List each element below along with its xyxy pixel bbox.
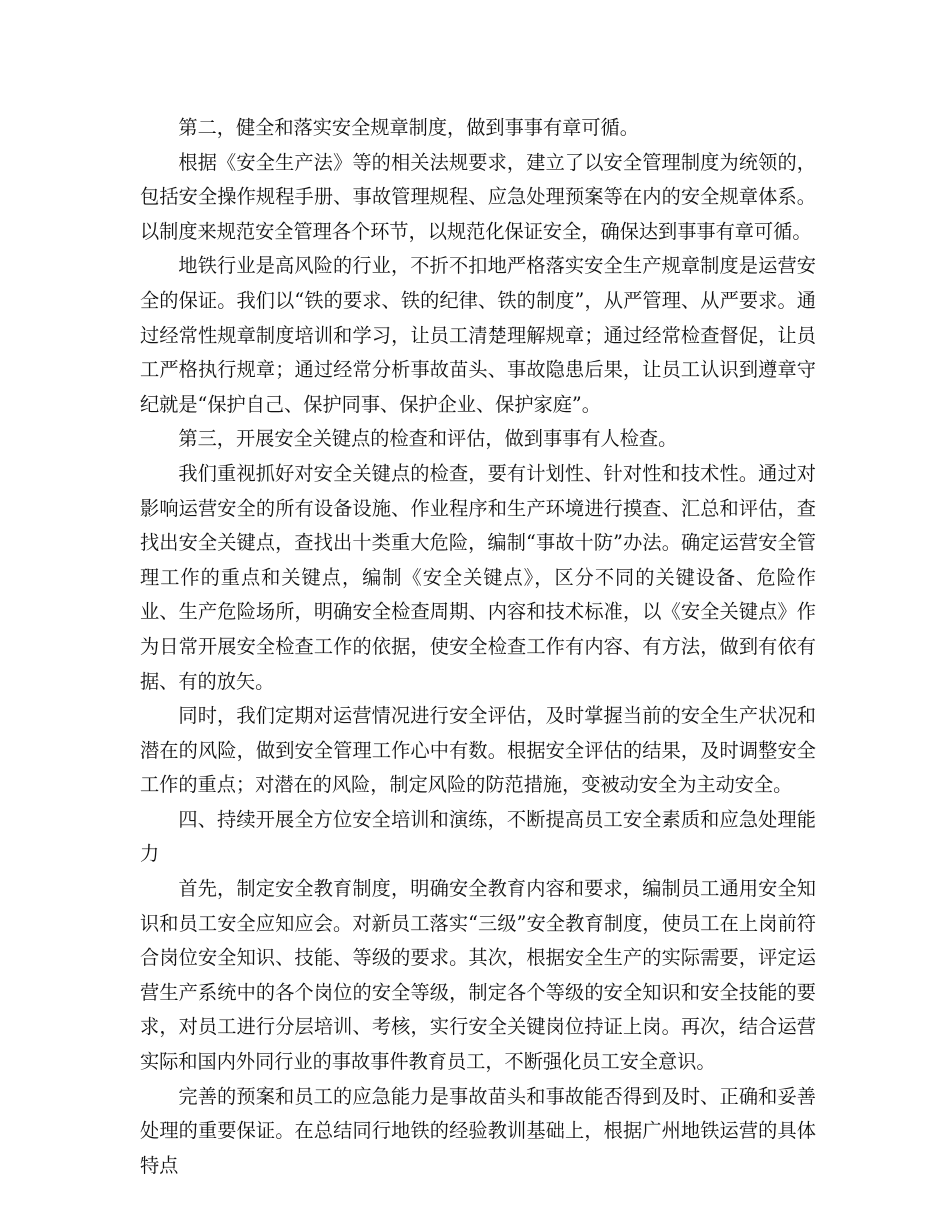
paragraph-1: 第二，健全和落实安全规章制度，做到事事有章可循。 bbox=[178, 116, 639, 139]
paragraph-7: 四、持续开展全方位安全培训和演练，不断提高员工安全素质和应急处理能力 bbox=[140, 807, 816, 866]
paragraph-9: 完善的预案和员工的应急能力是事故苗头和事故能否得到及时、正确和妥善处理的重要保证。在总结同行地铁的经验教训基础上，根据广州地铁运营的具体特点 bbox=[140, 1084, 816, 1177]
paragraph-3: 地铁行业是高风险的行业，不折不扣地严格落实安全生产规章制度是运营安全的保证。我们以“铁的要求、铁的纪律、铁的制度”，从严管理、从严要求。通过经常性规章制度培训和学习，让员工清楚理解规章；通过经常检查督促，让员工严格执行规章；通过经常分析事故苗头、事故隐患后果，让员工认识到遵章守纪就是“保护自己、保护同事、保护企业、保护家庭”。 bbox=[140, 254, 816, 416]
document-page bbox=[140, 111, 816, 1183]
paragraph-5: 我们重视抓好对安全关键点的检查，要有计划性、针对性和技术性。通过对影响运营安全的所有设备设施、作业程序和生产环境进行摸查、汇总和评估，查找出安全关键点，查找出十类重大危险，编制“事故十防”办法。确定运营安全管理工作的重点和关键点，编制《安全关键点》，区分不同的关键设备、危险作业、生产危险场所，明确安全检查周期、内容和技术标准，以《安全关键点》作为日常开展安全检查工作的依据，使安全检查工作有内容、有方法，做到有依有据、有的放矢。 bbox=[140, 461, 816, 693]
paragraph-4: 第三，开展安全关键点的检查和评估，做到事事有人检查。 bbox=[178, 427, 678, 451]
paragraph-6: 同时，我们定期对运营情况进行安全评估，及时掌握当前的安全生产状况和潜在的风险，做到安全管理工作心中有数。根据安全评估的结果，及时调整安全工作的重点；对潜在的风险，制定风险的防范措施，变被动安全为主动安全。 bbox=[140, 704, 816, 797]
paragraph-8: 首先，制定安全教育制度，明确安全教育内容和要求，编制员工通用安全知识和员工安全应知应会。对新员工落实“三级”安全教育制度，使员工在上岗前符合岗位安全知识、技能、等级的要求。其次，根据安全生产的实际需要，评定运营生产系统中的各个岗位的安全等级，制定各个等级的安全知识和安全技能的要求，对员工进行分层培训、考核，实行安全关键岗位持证上岗。再次，结合运营实际和国内外同行业的事故事件教育员工，不断强化员工安全意识。 bbox=[140, 877, 816, 1074]
paragraph-2: 根据《安全生产法》等的相关法规要求，建立了以安全管理制度为统领的，包括安全操作规程手册、事故管理规程、应急处理预案等在内的安全规章体系。以制度来规范安全管理各个环节，以规范化保证安全，确保达到事事有章可循。 bbox=[140, 150, 816, 243]
